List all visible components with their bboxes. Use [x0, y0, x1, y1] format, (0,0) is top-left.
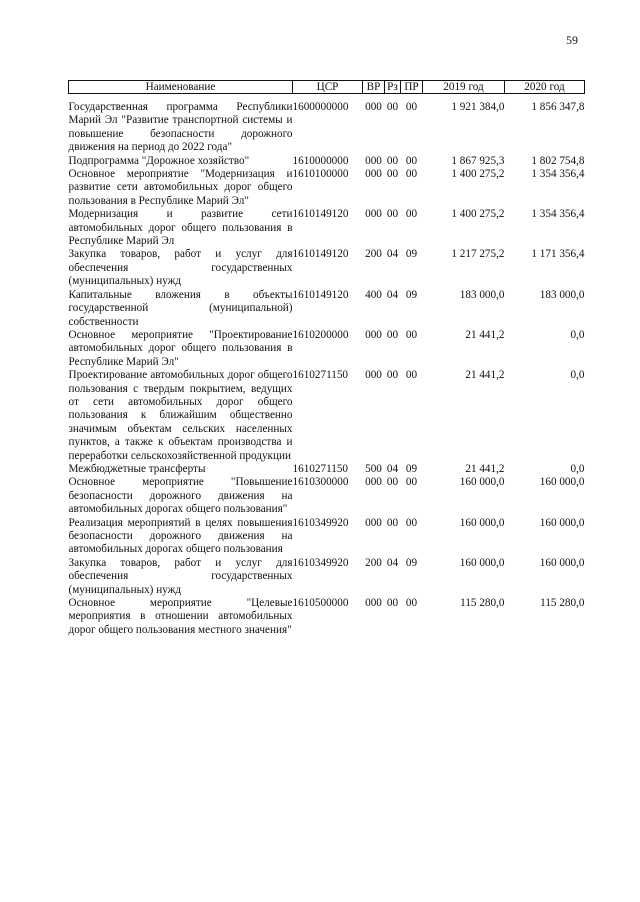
- row-value-2020: 0,0: [570, 328, 585, 341]
- row-csr: 1610300000: [292, 476, 349, 489]
- row-csr: 1610349920: [292, 556, 349, 569]
- row-name: Государственная программа Республики Марий Эл "Развитие транспортной системы и повышение безопасности дорожного движения на период до 2022 года": [68, 101, 293, 154]
- row-value-2020: 1 171 356,4: [531, 248, 585, 261]
- row-vr: 000: [365, 168, 382, 181]
- row-pr: 00: [405, 208, 418, 221]
- row-rz: 04: [386, 556, 399, 569]
- table-row: [69, 208, 585, 248]
- row-pr: 00: [405, 597, 418, 610]
- row-name: Реализация мероприятий в целях повышения безопасности дорожного движения на автомобильных дорогах общего пользования: [68, 516, 293, 556]
- row-vr: 000: [365, 101, 382, 113]
- row-vr: 500: [365, 462, 382, 475]
- row-value-2019: 160 000,0: [459, 556, 505, 569]
- row-csr: 1610349920: [292, 516, 349, 529]
- row-pr: 00: [405, 154, 418, 167]
- row-value-2020: 0,0: [570, 462, 585, 475]
- row-vr: 000: [365, 597, 382, 610]
- table-row: [69, 101, 585, 155]
- table-body: [69, 94, 585, 638]
- table-row: [69, 463, 585, 476]
- row-name: Основное мероприятие "Модернизация и развитие сети автомобильных дорог общего пользования в Республике Марий Эл": [68, 168, 293, 207]
- row-rz: 04: [386, 462, 399, 475]
- table-row: [69, 248, 585, 288]
- table-header-row: [69, 81, 585, 94]
- row-rz: 00: [386, 369, 399, 382]
- header-pr: ПР: [401, 81, 423, 94]
- row-vr: 200: [365, 248, 382, 261]
- row-name: Основное мероприятие "Повышение безопасности дорожного движения на автомобильных дорогах общего пользования": [68, 476, 293, 516]
- row-pr: 09: [405, 248, 418, 261]
- row-pr: 00: [405, 101, 418, 113]
- row-name: Закупка товаров, работ и услуг для обеспечения государственных (муниципальных) нужд: [68, 248, 293, 288]
- row-value-2019: 21 441,2: [465, 328, 505, 341]
- row-pr: 00: [405, 168, 418, 181]
- row-pr: 00: [405, 516, 418, 529]
- row-rz: 04: [386, 248, 399, 261]
- row-value-2020: 0,0: [570, 369, 585, 382]
- header-rz: Рз: [385, 81, 401, 94]
- row-value-2020: 1 354 356,4: [531, 208, 585, 221]
- table-row: [69, 369, 585, 463]
- row-value-2019: 21 441,2: [465, 369, 505, 382]
- row-csr: 1610000000: [292, 154, 349, 167]
- row-name: Основное мероприятие "Проектирование автомобильных дорог общего пользования в Республике Марий Эл": [68, 328, 293, 368]
- row-vr: 000: [365, 328, 382, 341]
- row-rz: 00: [386, 168, 399, 181]
- row-value-2020: 1 354 356,4: [531, 168, 585, 181]
- row-vr: 000: [365, 369, 382, 382]
- row-name: Межбюджетные трансферты: [68, 462, 206, 475]
- row-rz: 00: [386, 101, 399, 113]
- header-spacer: [69, 94, 585, 102]
- row-value-2019: 115 280,0: [460, 597, 505, 610]
- row-csr: 1610271150: [292, 462, 349, 475]
- row-rz: 00: [386, 208, 399, 221]
- row-vr: 400: [365, 288, 382, 301]
- header-name: Наименование: [69, 81, 293, 94]
- row-csr: 1610500000: [292, 597, 349, 610]
- row-name: Закупка товаров, работ и услуг для обеспечения государственных (муниципальных) нужд: [68, 556, 293, 596]
- row-csr: 1610149120: [292, 288, 349, 301]
- row-rz: 00: [386, 476, 399, 489]
- row-name: Капитальные вложения в объекты государственной (муниципальной) собственности: [68, 288, 293, 328]
- row-value-2019: 1 400 275,2: [451, 168, 505, 181]
- row-csr: 1610271150: [292, 369, 349, 382]
- row-pr: 00: [405, 369, 418, 382]
- row-value-2019: 160 000,0: [459, 476, 505, 489]
- row-rz: 00: [386, 154, 399, 167]
- row-rz: 04: [386, 288, 399, 301]
- table-row: [69, 597, 585, 637]
- row-name: Модернизация и развитие сети автомобильных дорог общего пользования в Республике Марий Эл: [68, 208, 293, 248]
- row-pr: 09: [405, 288, 418, 301]
- header-2020: 2020 год: [505, 81, 585, 94]
- row-value-2019: 1 867 925,3: [451, 154, 505, 167]
- table-row: [69, 155, 585, 168]
- row-value-2019: 160 000,0: [459, 516, 505, 529]
- table-row: [69, 289, 585, 329]
- row-rz: 00: [386, 328, 399, 341]
- row-value-2019: 1 400 275,2: [451, 208, 505, 221]
- row-vr: 200: [365, 556, 382, 569]
- row-vr: 000: [365, 208, 382, 221]
- row-vr: 000: [365, 154, 382, 167]
- row-value-2019: 183 000,0: [459, 288, 505, 301]
- header-vr: ВР: [363, 81, 385, 94]
- row-csr: 1610200000: [292, 328, 349, 341]
- page-number: 59: [566, 33, 578, 47]
- row-rz: 00: [386, 516, 399, 529]
- budget-table: [68, 80, 585, 637]
- table-row: [69, 329, 585, 369]
- table-row: [69, 476, 585, 516]
- row-name: Проектирование автомобильных дорог общего пользования с твердым покрытием, ведущих от сети автомобильных дорог общего пользования к ближайшим общественно значимым объектам сельских населенных пунктов, а также к объектам производства и переработки сельскохозяйственной продукции: [68, 369, 293, 462]
- row-vr: 000: [365, 516, 382, 529]
- table-row: [69, 168, 585, 208]
- row-name: Подпрограмма "Дорожное хозяйство": [68, 154, 250, 167]
- row-name: Основное мероприятие "Целевые мероприятия в отношении автомобильных дорог общего пользования местного значения": [68, 597, 293, 636]
- row-value-2020: 160 000,0: [539, 556, 585, 569]
- row-vr: 000: [365, 476, 382, 489]
- row-pr: 09: [405, 556, 418, 569]
- table-row: [69, 517, 585, 557]
- row-csr: 1610149120: [292, 208, 349, 221]
- row-pr: 00: [405, 328, 418, 341]
- row-value-2020: 115 280,0: [540, 597, 585, 610]
- row-rz: 00: [386, 597, 399, 610]
- row-pr: 00: [405, 476, 418, 489]
- header-csr: ЦСР: [293, 81, 363, 94]
- row-value-2019: 1 217 275,2: [451, 248, 505, 261]
- row-csr: 1600000000: [292, 101, 349, 113]
- row-csr: 1610100000: [292, 168, 349, 181]
- row-value-2020: 160 000,0: [539, 516, 585, 529]
- row-value-2019: 1 921 384,0: [451, 101, 505, 113]
- row-value-2020: 160 000,0: [539, 476, 585, 489]
- row-value-2019: 21 441,2: [465, 462, 505, 475]
- header-2019: 2019 год: [423, 81, 505, 94]
- row-value-2020: 1 856 347,8: [531, 101, 585, 113]
- row-value-2020: 183 000,0: [539, 288, 585, 301]
- row-value-2020: 1 802 754,8: [531, 154, 585, 167]
- table-row: [69, 557, 585, 597]
- row-csr: 1610149120: [292, 248, 349, 261]
- row-pr: 09: [405, 462, 418, 475]
